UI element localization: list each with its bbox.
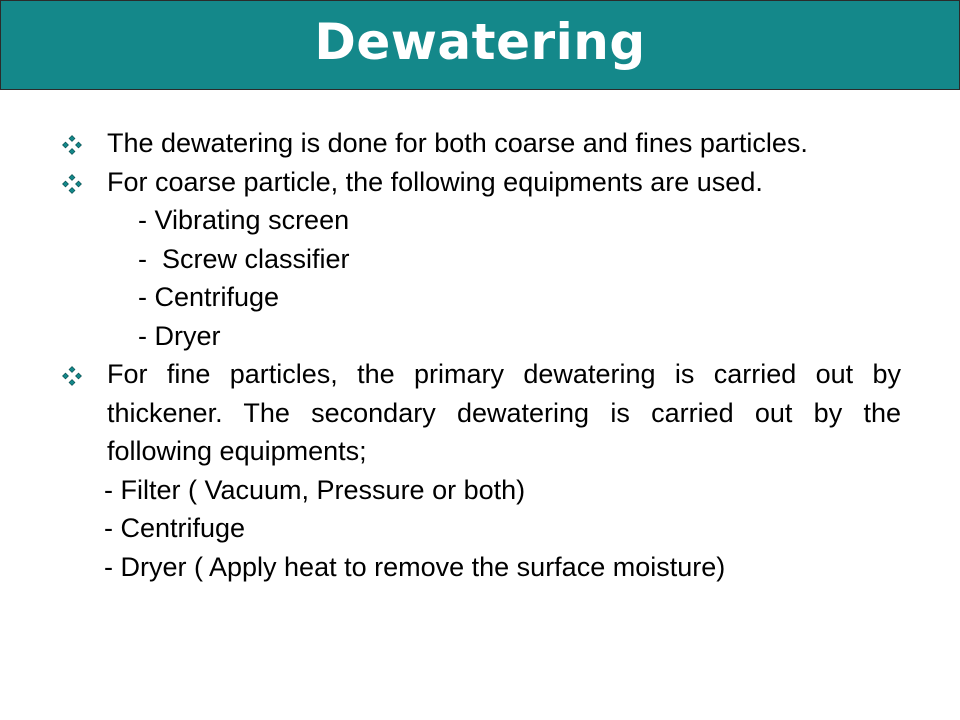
- sub-item-vibrating-screen: - Vibrating screen: [138, 205, 350, 235]
- slide-title: Dewatering: [314, 13, 646, 71]
- diamond-bullet-icon: [62, 135, 82, 155]
- diamond-bullet-icon: [62, 366, 82, 386]
- sub-item-screw-classifier: - Screw classifier: [138, 243, 350, 274]
- sub-item-centrifuge: - Centrifuge: [104, 513, 246, 543]
- sub-item-centrifuge: - Centrifuge: [138, 282, 280, 312]
- bullet-item-3: [0, 355, 901, 471]
- title-bar: [0, 0, 960, 90]
- bullet-item-2: [0, 163, 901, 202]
- sub-item-dryer: - Dryer ( Apply heat to remove the surface moisture): [104, 551, 726, 582]
- bullet-item-1: [0, 124, 901, 163]
- sub-item-dryer: - Dryer: [138, 320, 221, 351]
- bullet-text: For fine particles, the primary dewatering is carried out by thickener. The secondary dewatering is carried out by the following equipments;: [107, 359, 901, 466]
- bullet-text: The dewatering is done for both coarse and fines particles.: [107, 128, 808, 158]
- bullet-text: For coarse particle, the following equipments are used.: [107, 166, 763, 197]
- sub-item-filter: - Filter ( Vacuum, Pressure or both): [104, 474, 526, 505]
- slide-content: [0, 124, 960, 586]
- diamond-bullet-icon: [62, 174, 82, 194]
